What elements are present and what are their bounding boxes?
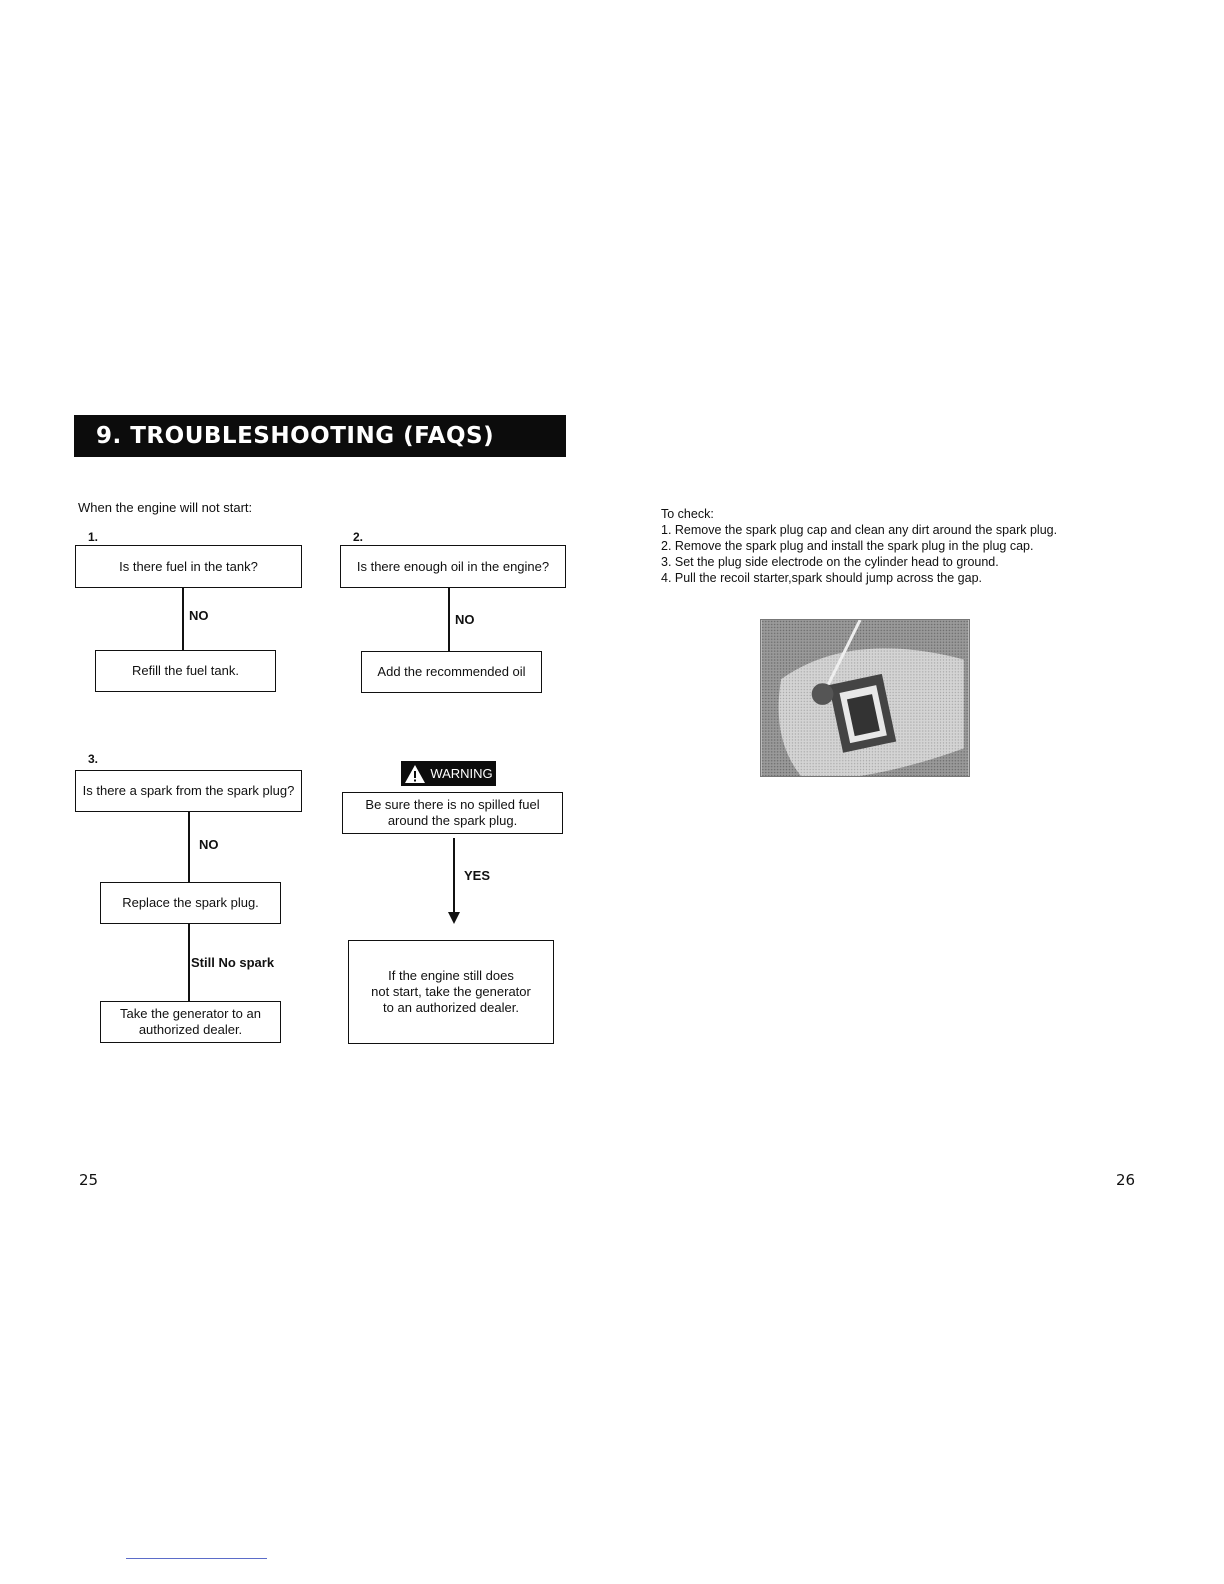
flow3-number: 3. [88,752,99,766]
warning-label: WARNING [430,766,493,781]
check-instructions [661,506,1057,586]
warning-result-line3: to an authorized dealer. [383,1000,519,1015]
warning-result-line2: not start, take the generator [371,984,531,999]
flow2-action-box [361,651,542,693]
flow1-connector [182,588,184,650]
page-number-left: 25 [79,1171,99,1189]
spark-plug-photo [760,619,970,777]
section-title: 9. TROUBLESHOOTING (FAQS) [74,415,566,457]
flow1-question: Is there fuel in the tank? [119,558,258,574]
check-step-1: 1. Remove the spark plug cap and clean any dirt around the spark plug. [661,523,1058,537]
warning-text-box [342,792,563,834]
flow1-question-box [75,545,302,588]
flow1-number: 1. [88,530,99,544]
flow3-action-2-box [100,1001,281,1043]
flow1-branch-label: NO [189,608,209,623]
flow3-action-2-line2: authorized dealer. [138,1022,243,1037]
flow3-action-box [100,882,281,924]
flow3-connector-2 [188,924,190,1001]
warning-result-line1: If the engine still does [388,968,514,983]
flow1-action: Refill the fuel tank. [132,663,239,678]
footer-rule [126,1558,267,1559]
flow3-question-box [75,770,302,812]
warning-text-line1: Be sure there is no spilled fuel [365,797,540,812]
arrow-down-icon [447,912,461,925]
check-step-2: 2. Remove the spark plug and install the spark plug in the plug cap. [661,539,1034,553]
flow3-question: Is there a spark from the spark plug? [82,783,295,798]
check-heading: To check: [661,507,714,521]
flow1-action-box [95,650,276,692]
flow3-action: Replace the spark plug. [122,895,259,910]
check-step-3: 3. Set the plug side electrode on the cylinder head to ground. [661,555,999,569]
flow2-question: Is there enough oil in the engine? [356,558,550,574]
flow2-question-box [340,545,566,588]
flow2-connector [448,588,450,651]
warning-connector [453,838,455,914]
page-number-right: 26 [1116,1171,1136,1189]
intro-text: When the engine will not start: [78,500,253,515]
flow3-action-2-line1: Take the generator to an [120,1006,261,1021]
check-step-4: 4. Pull the recoil starter,spark should jump across the gap. [661,571,982,585]
warning-triangle-icon [404,764,426,784]
flow3-branch-label: NO [199,837,219,852]
flow3-branch-label-2: Still No spark [191,955,275,970]
warning-result-box [348,940,554,1044]
flow2-branch-label: NO [455,612,475,627]
warning-badge [401,761,496,786]
warning-branch-label: YES [464,868,491,883]
flow2-number: 2. [353,530,364,544]
flow2-action: Add the recommended oil [377,664,526,679]
warning-text-line2: around the spark plug. [387,813,518,828]
flow3-connector [188,812,190,882]
